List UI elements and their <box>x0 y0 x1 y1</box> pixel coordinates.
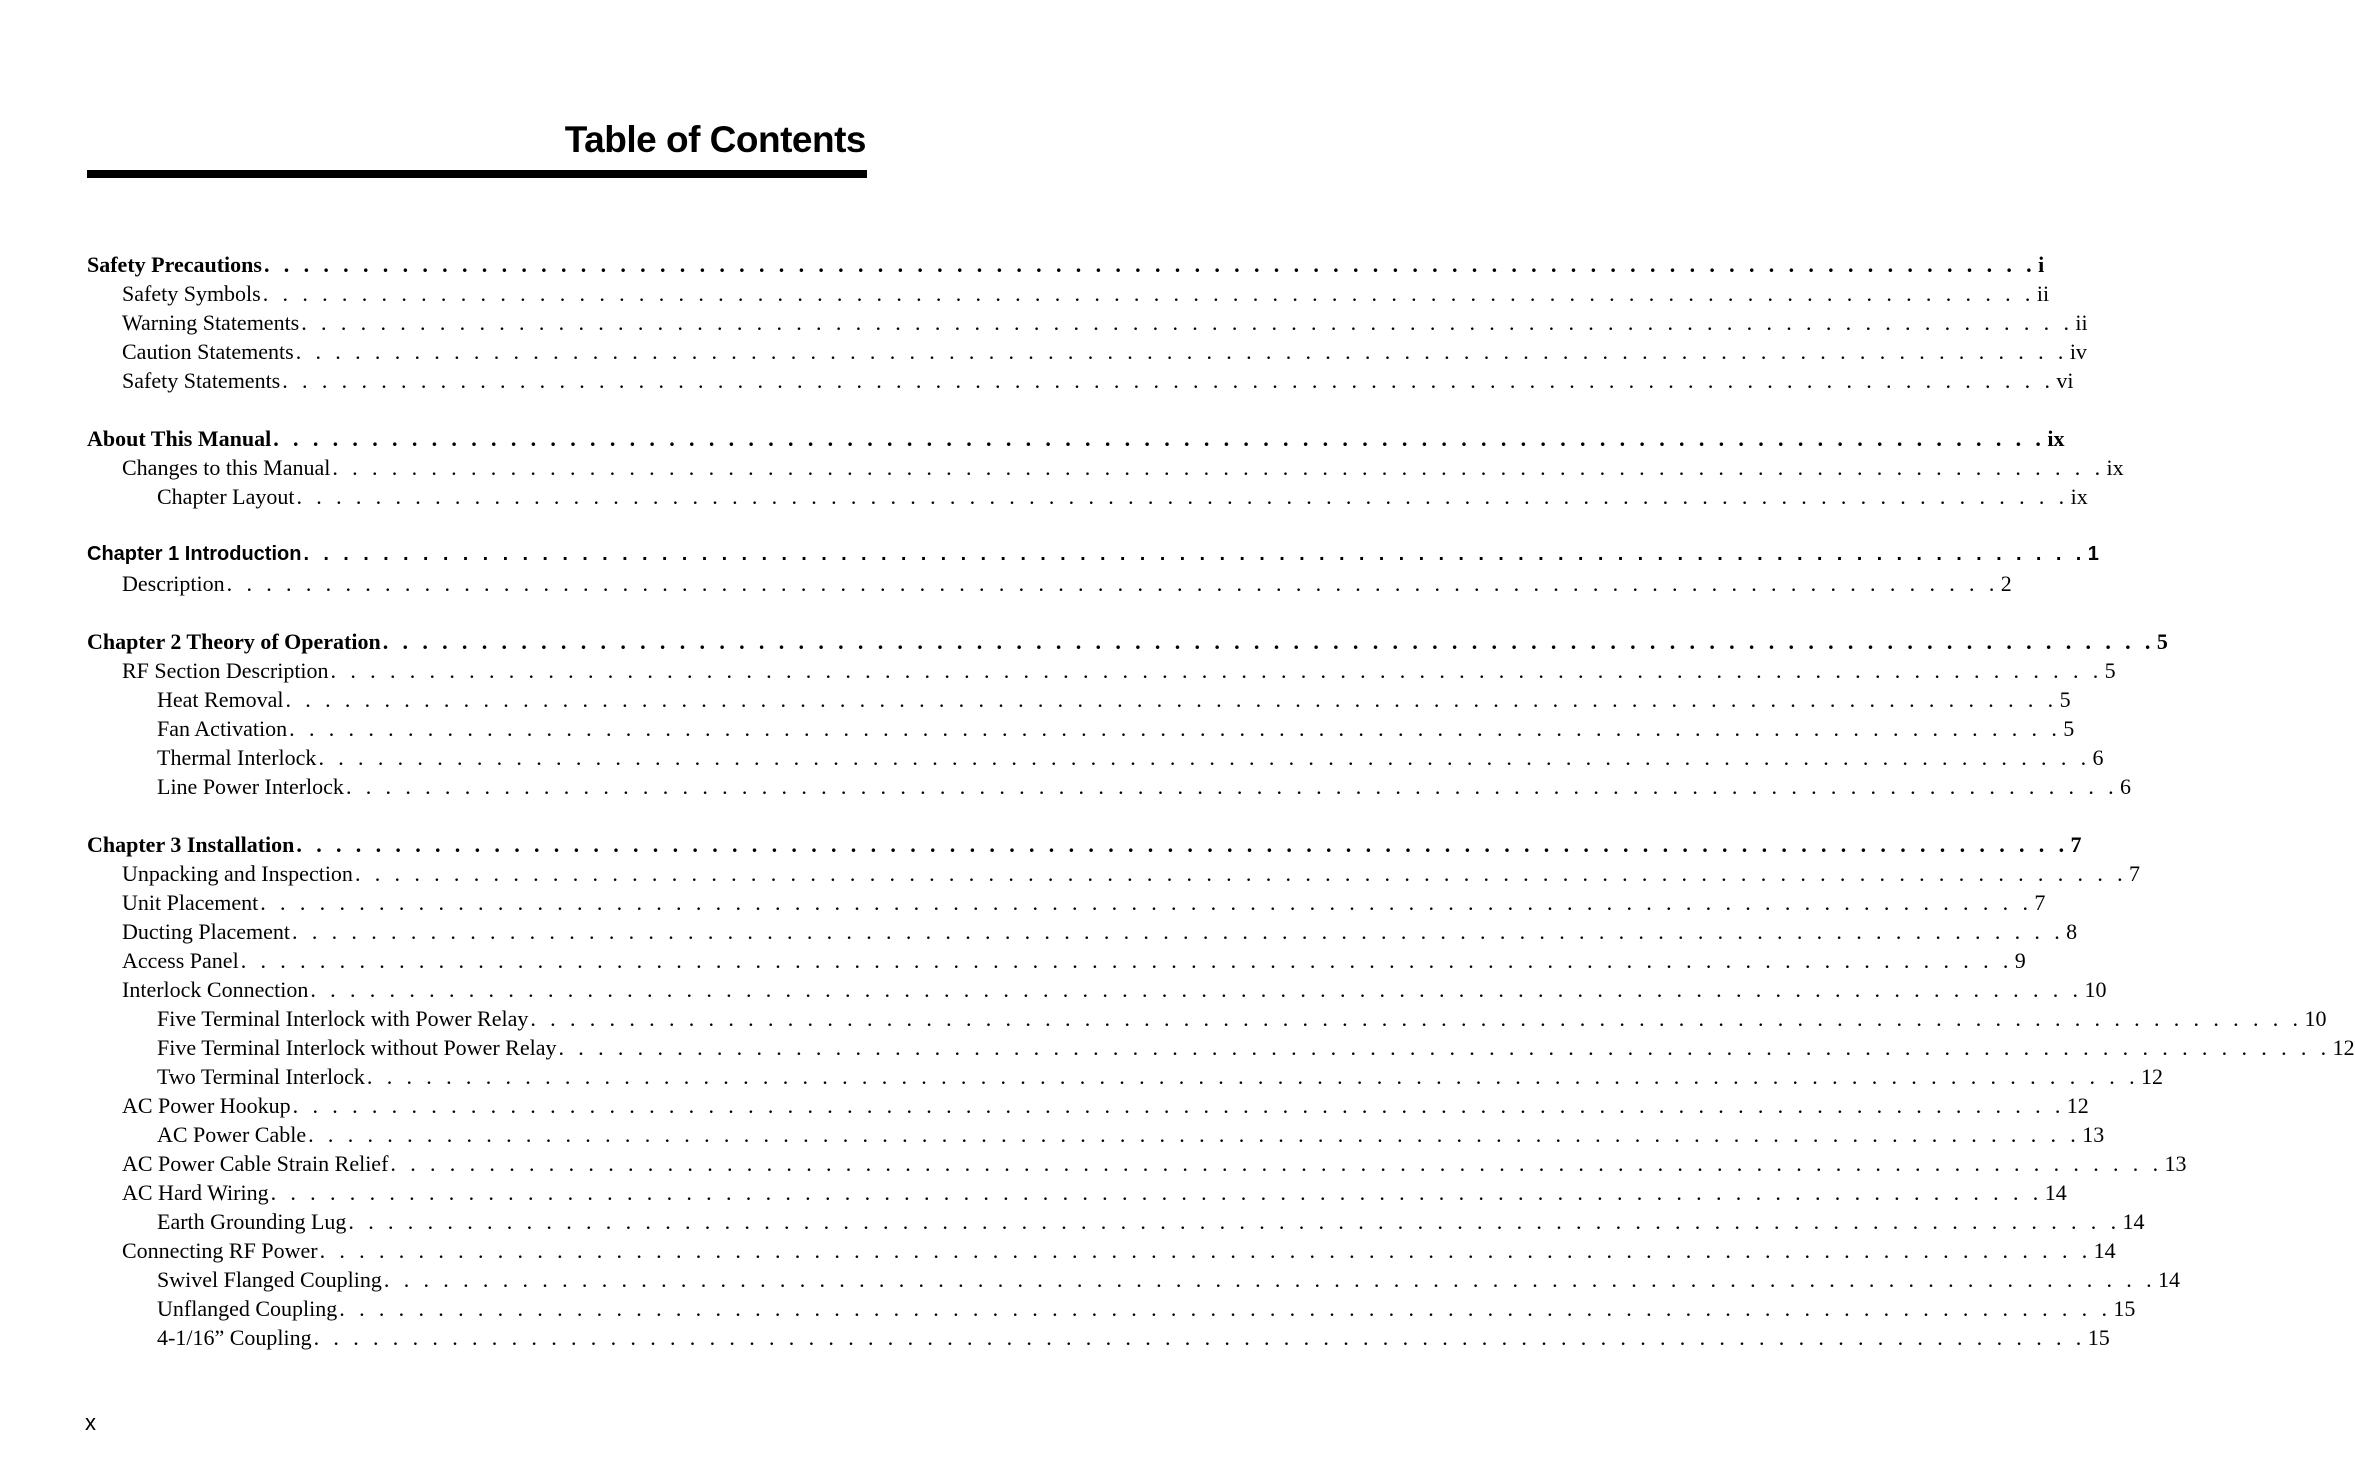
toc-entry-label: Ducting Placement <box>122 919 291 944</box>
toc-entry[interactable] <box>157 1120 2105 1149</box>
dot-leader: . . . . . . . . . . . . . . . . . . . . . . . . . . . . . . . . . . . . . . . . . . . . . . . . . . . . . . . . . . . . . . . . . . . . . . . . . . . . . . . . . . . . . . . . . . <box>330 658 2103 683</box>
dot-leader: . . . . . . . . . . . . . . . . . . . . . . . . . . . . . . . . . . . . . . . . . . . . . . . . . . . . . . . . . . . . . . . . . . . . . . . . . . . . . . . . . . . . . . . . . . <box>289 716 2062 741</box>
toc-entry-page: ix <box>2106 455 2124 480</box>
dot-leader: . . . . . . . . . . . . . . . . . . . . . . . . . . . . . . . . . . . . . . . . . . . . . . . . . . . . . . . . . . . . . . . . . . . . . . . . . . . . . . . . . . . . . . . . . . <box>282 368 2055 393</box>
dot-leader: . . . . . . . . . . . . . . . . . . . . . . . . . . . . . . . . . . . . . . . . . . . . . . . . . . . . . . . . . . . . . . . . . . . . . . . . . . . . . . . . . . . . . . . . . . <box>303 543 2086 565</box>
toc-entry-label: Description <box>122 571 225 596</box>
toc-entry[interactable] <box>122 1236 2116 1265</box>
toc-entry[interactable] <box>122 569 2012 598</box>
toc-entry[interactable] <box>157 1207 2145 1236</box>
toc-heading[interactable] <box>87 250 2045 279</box>
toc-entry[interactable] <box>122 337 2087 366</box>
toc-entry-label: Unit Placement <box>122 890 259 915</box>
toc-entry-page: 13 <box>2164 1151 2187 1176</box>
toc-entry-page: 2 <box>2000 571 2012 596</box>
toc-entry-page: 10 <box>2084 977 2107 1002</box>
toc-entry[interactable] <box>157 1265 2180 1294</box>
dot-leader: . . . . . . . . . . . . . . . . . . . . . . . . . . . . . . . . . . . . . . . . . . . . . . . . . . . . . . . . . . . . . . . . . . . . . . . . . . . . . . . . . . . . . . . . . . <box>332 455 2105 480</box>
toc-group <box>0 627 2168 801</box>
dot-leader: . . . . . . . . . . . . . . . . . . . . . . . . . . . . . . . . . . . . . . . . . . . . . . . . . . . . . . . . . . . . . . . . . . . . . . . . . . . . . . . . . . . . . . . . . . <box>263 252 2037 277</box>
toc-entry[interactable] <box>122 366 2074 395</box>
toc-entry[interactable] <box>122 917 2078 946</box>
toc-entry-page: vi <box>2056 368 2074 393</box>
toc-entry-page: 15 <box>2113 1296 2136 1321</box>
toc-entry-label: Line Power Interlock <box>157 774 344 799</box>
dot-leader: . . . . . . . . . . . . . . . . . . . . . . . . . . . . . . . . . . . . . . . . . . . . . . . . . . . . . . . . . . . . . . . . . . . . . . . . . . . . . . . . . . . . . . . . . . <box>366 1064 2140 1089</box>
toc-entry-label: Chapter 3 Installation <box>87 832 295 857</box>
toc-entry-page: 5 <box>2063 716 2075 741</box>
toc-entry-page: 7 <box>2129 861 2141 886</box>
toc-entry-label: Warning Statements <box>122 310 300 335</box>
table-of-contents <box>0 250 2355 1381</box>
toc-entry-page: ii <box>2075 310 2088 335</box>
toc-entry-label: Chapter 1 Introduction <box>87 543 302 565</box>
dot-leader: . . . . . . . . . . . . . . . . . . . . . . . . . . . . . . . . . . . . . . . . . . . . . . . . . . . . . . . . . . . . . . . . . . . . . . . . . . . . . . . . . . . . . . . . . . <box>301 310 2074 335</box>
toc-entry[interactable] <box>122 453 2124 482</box>
toc-entry-page: 13 <box>2082 1122 2105 1147</box>
toc-entry-label: 4-1/16” Coupling <box>157 1325 312 1350</box>
toc-entry-label: AC Power Cable <box>157 1122 307 1147</box>
toc-heading[interactable] <box>87 424 2065 453</box>
toc-entry-page: 6 <box>2092 745 2104 770</box>
toc-entry-label: Safety Precautions <box>87 252 262 277</box>
toc-entry-page: 14 <box>2122 1209 2145 1234</box>
dot-leader: . . . . . . . . . . . . . . . . . . . . . . . . . . . . . . . . . . . . . . . . . . . . . . . . . . . . . . . . . . . . . . . . . . . . . . . . . . . . . . . . . . . . . . . . . . <box>318 745 2091 770</box>
toc-entry-page: 5 <box>2156 629 2168 654</box>
toc-entry-page: 1 <box>2087 543 2099 565</box>
toc-entry[interactable] <box>122 888 2046 917</box>
toc-entry-page: ix <box>2070 484 2088 509</box>
dot-leader: . . . . . . . . . . . . . . . . . . . . . . . . . . . . . . . . . . . . . . . . . . . . . . . . . . . . . . . . . . . . . . . . . . . . . . . . . . . . . . . . . . . . . . . . . . <box>339 1296 2112 1321</box>
toc-entry-label: Thermal Interlock <box>157 745 317 770</box>
toc-group <box>0 424 2124 511</box>
toc-group <box>0 540 2099 598</box>
toc-entry[interactable] <box>122 308 2088 337</box>
toc-entry-label: Unpacking and Inspection <box>122 861 353 886</box>
dot-leader: . . . . . . . . . . . . . . . . . . . . . . . . . . . . . . . . . . . . . . . . . . . . . . . . . . . . . . . . . . . . . . . . . . . . . . . . . . . . . . . . . . . . . . . . . . <box>390 1151 2163 1176</box>
toc-entry-page: 12 <box>2141 1064 2164 1089</box>
toc-entry[interactable] <box>157 1323 2110 1352</box>
toc-heading[interactable] <box>87 627 2168 656</box>
toc-entry-label: Interlock Connection <box>122 977 309 1002</box>
toc-entry-page: 15 <box>2087 1325 2110 1350</box>
toc-entry-page: 14 <box>2093 1238 2116 1263</box>
dot-leader: . . . . . . . . . . . . . . . . . . . . . . . . . . . . . . . . . . . . . . . . . . . . . . . . . . . . . . . . . . . . . . . . . . . . . . . . . . . . . . . . . . . . . . . . . . <box>382 629 2155 654</box>
toc-entry-page: 12 <box>2066 1093 2089 1118</box>
dot-leader: . . . . . . . . . . . . . . . . . . . . . . . . . . . . . . . . . . . . . . . . . . . . . . . . . . . . . . . . . . . . . . . . . . . . . . . . . . . . . . . . . . . . . . . . . . <box>558 1035 2331 1060</box>
toc-entry-label: AC Hard Wiring <box>122 1180 269 1205</box>
toc-entry-label: Chapter Layout <box>157 484 295 509</box>
toc-entry-page: 7 <box>2070 832 2082 857</box>
dot-leader: . . . . . . . . . . . . . . . . . . . . . . . . . . . . . . . . . . . . . . . . . . . . . . . . . . . . . . . . . . . . . . . . . . . . . . . . . . . . . . . . . . . . . . . . . . <box>262 281 2035 306</box>
toc-entry-page: ii <box>2036 281 2050 306</box>
dot-leader: . . . . . . . . . . . . . . . . . . . . . . . . . . . . . . . . . . . . . . . . . . . . . . . . . . . . . . . . . . . . . . . . . . . . . . . . . . . . . . . . . . . . . . . . . . <box>345 774 2119 799</box>
dot-leader: . . . . . . . . . . . . . . . . . . . . . . . . . . . . . . . . . . . . . . . . . . . . . . . . . . . . . . . . . . . . . . . . . . . . . . . . . . . . . . . . . . . . . . . . . . <box>270 1180 2043 1205</box>
toc-group <box>0 250 2088 395</box>
toc-entry[interactable] <box>122 1149 2187 1178</box>
toc-entry[interactable] <box>122 1091 2089 1120</box>
dot-leader: . . . . . . . . . . . . . . . . . . . . . . . . . . . . . . . . . . . . . . . . . . . . . . . . . . . . . . . . . . . . . . . . . . . . . . . . . . . . . . . . . . . . . . . . . . <box>313 1325 2086 1350</box>
toc-entry-label: Changes to this Manual <box>122 455 331 480</box>
toc-entry-page: 14 <box>2044 1180 2067 1205</box>
dot-leader: . . . . . . . . . . . . . . . . . . . . . . . . . . . . . . . . . . . . . . . . . . . . . . . . . . . . . . . . . . . . . . . . . . . . . . . . . . . . . . . . . . . . . . . . . . <box>354 861 2128 886</box>
dot-leader: . . . . . . . . . . . . . . . . . . . . . . . . . . . . . . . . . . . . . . . . . . . . . . . . . . . . . . . . . . . . . . . . . . . . . . . . . . . . . . . . . . . . . . . . . . <box>296 484 2069 509</box>
toc-entry-label: RF Section Description <box>122 658 329 683</box>
toc-entry[interactable] <box>157 482 2088 511</box>
toc-entry-page: 10 <box>2304 1006 2327 1031</box>
dot-leader: . . . . . . . . . . . . . . . . . . . . . . . . . . . . . . . . . . . . . . . . . . . . . . . . . . . . . . . . . . . . . . . . . . . . . . . . . . . . . . . . . . . . . . . . . . <box>310 977 2083 1002</box>
toc-entry-label: Safety Statements <box>122 368 281 393</box>
toc-entry[interactable] <box>157 1062 2164 1091</box>
toc-entry-page: 9 <box>2014 948 2026 973</box>
page-title: Table of Contents <box>564 119 866 160</box>
dot-leader: . . . . . . . . . . . . . . . . . . . . . . . . . . . . . . . . . . . . . . . . . . . . . . . . . . . . . . . . . . . . . . . . . . . . . . . . . . . . . . . . . . . . . . . . . . <box>296 832 2069 857</box>
dot-leader: . . . . . . . . . . . . . . . . . . . . . . . . . . . . . . . . . . . . . . . . . . . . . . . . . . . . . . . . . . . . . . . . . . . . . . . . . . . . . . . . . . . . . . . . . . <box>292 919 2065 944</box>
toc-entry[interactable] <box>157 1294 2136 1323</box>
toc-entry-page: 12 <box>2332 1035 2355 1060</box>
toc-entry-label: Fan Activation <box>157 716 288 741</box>
toc-entry-page: iv <box>2069 339 2087 364</box>
toc-entry-label: Two Terminal Interlock <box>157 1064 365 1089</box>
dot-leader: . . . . . . . . . . . . . . . . . . . . . . . . . . . . . . . . . . . . . . . . . . . . . . . . . . . . . . . . . . . . . . . . . . . . . . . . . . . . . . . . . . . . . . . . . . <box>260 890 2033 915</box>
toc-entry-page: i <box>2038 252 2045 277</box>
dot-leader: . . . . . . . . . . . . . . . . . . . . . . . . . . . . . . . . . . . . . . . . . . . . . . . . . . . . . . . . . . . . . . . . . . . . . . . . . . . . . . . . . . . . . . . . . . <box>292 1093 2065 1118</box>
toc-entry-page: 14 <box>2158 1267 2180 1292</box>
toc-entry-label: Earth Grounding Lug <box>157 1209 347 1234</box>
dot-leader: . . . . . . . . . . . . . . . . . . . . . . . . . . . . . . . . . . . . . . . . . . . . . . . . . . . . . . . . . . . . . . . . . . . . . . . . . . . . . . . . . . . . . . . . . . <box>319 1238 2092 1263</box>
toc-heading[interactable] <box>87 830 2082 859</box>
toc-entry-label: About This Manual <box>87 426 272 451</box>
toc-entry-label: AC Power Hookup <box>122 1093 291 1118</box>
toc-entry[interactable] <box>122 1178 2067 1207</box>
toc-entry[interactable] <box>157 743 2104 772</box>
toc-entry-page: 5 <box>2104 658 2116 683</box>
toc-entry-label: Connecting RF Power <box>122 1238 318 1263</box>
toc-entry-label: Safety Symbols <box>122 281 261 306</box>
dot-leader: . . . . . . . . . . . . . . . . . . . . . . . . . . . . . . . . . . . . . . . . . . . . . . . . . . . . . . . . . . . . . . . . . . . . . . . . . . . . . . . . . . . . . . . . . . <box>348 1209 2121 1234</box>
dot-leader: . . . . . . . . . . . . . . . . . . . . . . . . . . . . . . . . . . . . . . . . . . . . . . . . . . . . . . . . . . . . . . . . . . . . . . . . . . . . . . . . . . . . . . . . . . <box>226 571 1999 596</box>
toc-entry[interactable] <box>122 859 2141 888</box>
toc-entry[interactable] <box>157 772 2132 801</box>
page-number: x <box>85 1410 96 1435</box>
toc-entry-page: 5 <box>2059 687 2071 712</box>
toc-entry[interactable] <box>157 1004 2327 1033</box>
toc-entry-label: Unflanged Coupling <box>157 1296 338 1321</box>
toc-entry-page: 7 <box>2034 890 2046 915</box>
dot-leader: . . . . . . . . . . . . . . . . . . . . . . . . . . . . . . . . . . . . . . . . . . . . . . . . . . . . . . . . . . . . . . . . . . . . . . . . . . . . . . . . . . . . . . . . . . <box>295 339 2068 364</box>
toc-entry-page: 6 <box>2120 774 2132 799</box>
toc-entry[interactable] <box>157 1033 2355 1062</box>
toc-entry-page: 8 <box>2066 919 2078 944</box>
toc-entry[interactable] <box>157 714 2075 743</box>
dot-leader: . . . . . . . . . . . . . . . . . . . . . . . . . . . . . . . . . . . . . . . . . . . . . . . . . . . . . . . . . . . . . . . . . . . . . . . . . . . . . . . . . . . . . . . . . . <box>285 687 2058 712</box>
toc-entry[interactable] <box>122 946 2026 975</box>
toc-entry[interactable] <box>157 685 2071 714</box>
dot-leader: . . . . . . . . . . . . . . . . . . . . . . . . . . . . . . . . . . . . . . . . . . . . . . . . . . . . . . . . . . . . . . . . . . . . . . . . . . . . . . . . . . . . . . . . . . <box>530 1006 2303 1031</box>
dot-leader: . . . . . . . . . . . . . . . . . . . . . . . . . . . . . . . . . . . . . . . . . . . . . . . . . . . . . . . . . . . . . . . . . . . . . . . . . . . . . . . . . . . . . . . . . . <box>308 1122 2081 1147</box>
toc-entry-label: Access Panel <box>122 948 239 973</box>
toc-entry-label: AC Power Cable Strain Relief <box>122 1151 389 1176</box>
toc-entry[interactable] <box>122 656 2116 685</box>
dot-leader: . . . . . . . . . . . . . . . . . . . . . . . . . . . . . . . . . . . . . . . . . . . . . . . . . . . . . . . . . . . . . . . . . . . . . . . . . . . . . . . . . . . . . . . . . . <box>273 426 2046 451</box>
toc-entry[interactable] <box>122 975 2107 1004</box>
toc-entry-label: Heat Removal <box>157 687 284 712</box>
toc-entry-label: Five Terminal Interlock with Power Relay <box>157 1006 529 1031</box>
toc-group <box>0 830 2355 1352</box>
toc-entry-label: Chapter 2 Theory of Operation <box>87 629 381 654</box>
toc-entry-page: ix <box>2047 426 2065 451</box>
toc-heading[interactable] <box>87 540 2099 569</box>
toc-entry-label: Caution Statements <box>122 339 294 364</box>
dot-leader: . . . . . . . . . . . . . . . . . . . . . . . . . . . . . . . . . . . . . . . . . . . . . . . . . . . . . . . . . . . . . . . . . . . . . . . . . . . . . . . . . . . . . . . . . . <box>383 1267 2156 1292</box>
toc-entry-label: Five Terminal Interlock without Power Relay <box>157 1035 557 1060</box>
toc-entry-label: Swivel Flanged Coupling <box>157 1267 382 1292</box>
toc-entry[interactable] <box>122 279 2050 308</box>
dot-leader: . . . . . . . . . . . . . . . . . . . . . . . . . . . . . . . . . . . . . . . . . . . . . . . . . . . . . . . . . . . . . . . . . . . . . . . . . . . . . . . . . . . . . . . . . . <box>240 948 2013 973</box>
title-rule <box>87 170 867 178</box>
